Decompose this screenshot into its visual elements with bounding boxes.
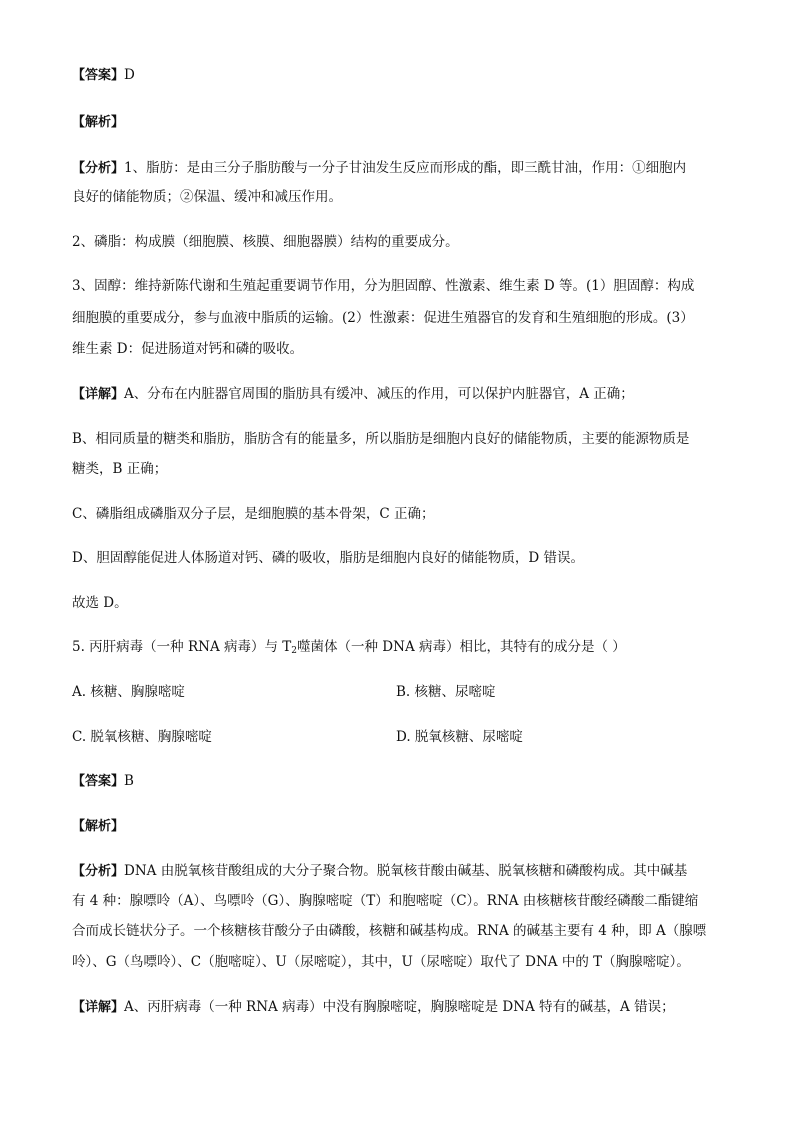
- q4-analysis-heading: [72, 113, 124, 132]
- q5-option-c: C. 脱氧核糖、胸腺嘧啶: [72, 729, 212, 745]
- analysis-tag: 【解析】: [72, 819, 125, 834]
- detail-tag: 【详解】: [72, 387, 125, 402]
- answer-tag: 【答案】: [72, 68, 125, 83]
- q4-paragraph-3-line-1: 3、固醇：维持新陈代谢和生殖起重要调节作用，分为胆固醇、性激素、维生素 D 等。(1）胆固醇：构成: [72, 278, 695, 294]
- answer-tag: 【答案】: [72, 774, 125, 789]
- answer-value: B: [124, 773, 134, 789]
- answer-value: D: [124, 67, 135, 83]
- q4-detail-b-line-1: B、相同质量的糖类和脂肪，脂肪含有的能量多，所以脂肪是细胞内良好的储能物质，主要的能源物质是: [72, 431, 690, 447]
- q4-fenxi-line-2: 良好的储能物质；②保温、缓冲和减压作用。: [72, 189, 342, 205]
- q5-fenxi-line-4: 呤）、G（鸟嘌呤）、C（胞嘧啶）、U（尿嘧啶），其中，U（尿嘧啶）取代了 DNA 中的 T（胸腺嘧啶）。: [72, 954, 690, 970]
- q4-paragraph-2: 2、磷脂：构成膜（细胞膜、核膜、细胞器膜）结构的重要成分。: [72, 234, 459, 250]
- q4-detail-d: D、胆固醇能促进人体肠道对钙、磷的吸收，脂肪是细胞内良好的储能物质，D 错误。: [72, 550, 584, 566]
- q4-detail-b-line-2: 糖类，B 正确；: [72, 461, 168, 477]
- subscript: 2: [291, 646, 298, 656]
- paragraph-text: 1、脂肪：是由三分子脂肪酸与一分子甘油发生反应而形成的酯，即三酰甘油，作用：①细胞内: [124, 160, 687, 176]
- stem-text: 5. 丙肝病毒（一种 RNA 病毒）与 T: [72, 639, 292, 655]
- q5-fenxi-line-1: [72, 862, 687, 881]
- fenxi-tag: 【分析】: [72, 864, 125, 879]
- analysis-tag: 【解析】: [72, 115, 125, 130]
- q5-fenxi-line-2: 有 4 种：腺嘌呤（A）、鸟嘌呤（G）、胸腺嘧啶（T）和胞嘧啶（C）。RNA 由核糖核苷酸经磷酸二酯键缩: [72, 893, 699, 909]
- q4-paragraph-3-line-3: 维生素 D：促进肠道对钙和磷的吸收。: [72, 341, 304, 357]
- paragraph-text: A、丙肝病毒（一种 RNA 病毒）中没有胸腺嘧啶，胸腺嘧啶是 DNA 特有的碱基，A 错误；: [124, 999, 675, 1015]
- q4-conclusion: 故选 D。: [72, 595, 128, 611]
- stem-text: 噬菌体（一种 DNA 病毒）相比，其特有的成分是（ ）: [297, 639, 626, 655]
- q5-option-a: A. 核糖、胸腺嘧啶: [72, 684, 185, 700]
- q5-answer-line: [72, 772, 134, 791]
- q5-option-d: D. 脱氧核糖、尿嘧啶: [396, 729, 523, 745]
- q5-analysis-heading: [72, 817, 124, 836]
- q5-fenxi-line-3: 合而成长链状分子。一个核糖核苷酸分子由磷酸，核糖和碱基构成。RNA 的碱基主要有 4 种，即 A（腺嘌: [72, 923, 707, 939]
- paragraph-text: DNA 由脱氧核苷酸组成的大分子聚合物。脱氧核苷酸由碱基、脱氧核糖和磷酸构成。其中碱基: [124, 863, 688, 879]
- q4-answer-line: [72, 66, 135, 85]
- paragraph-text: A、分布在内脏器官周围的脂肪具有缓冲、减压的作用，可以保护内脏器官，A 正确；: [124, 386, 634, 402]
- q4-fenxi-line-1: [72, 159, 686, 178]
- q4-detail-a: [72, 385, 634, 404]
- fenxi-tag: 【分析】: [72, 161, 125, 176]
- q4-detail-c: C、磷脂组成磷脂双分子层，是细胞膜的基本骨架，C 正确；: [72, 506, 435, 522]
- q5-stem: [72, 638, 626, 660]
- q5-detail-a: [72, 998, 675, 1017]
- q5-option-b: B. 核糖、尿嘧啶: [396, 684, 496, 700]
- detail-tag: 【详解】: [72, 1000, 125, 1015]
- q4-paragraph-3-line-2: 细胞膜的重要成分，参与血液中脂质的运输。(2）性激素：促进生殖器官的发育和生殖细胞的形成。(3）: [72, 310, 694, 326]
